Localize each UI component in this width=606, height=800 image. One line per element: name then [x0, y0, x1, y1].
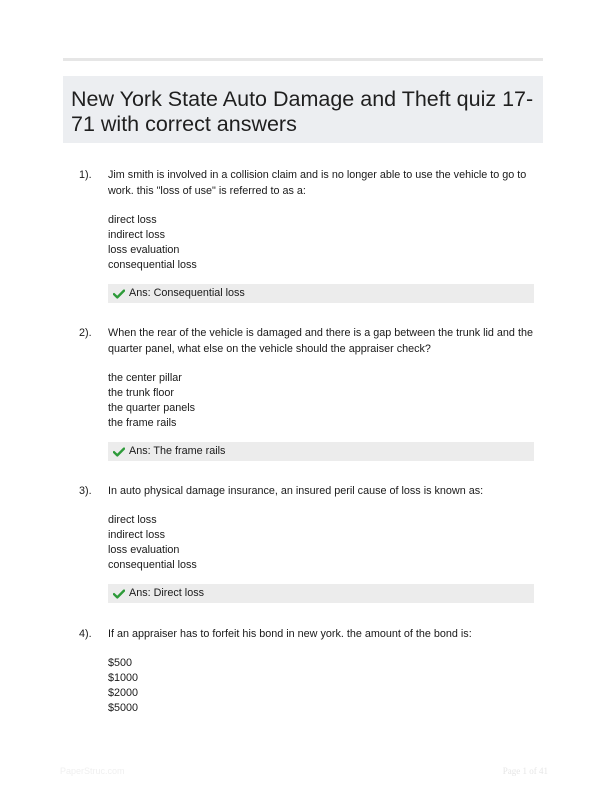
option: indirect loss: [108, 529, 166, 541]
question-number: 1).: [79, 169, 92, 181]
question-item: [79, 626, 539, 716]
check-icon: [113, 447, 125, 457]
question-number: 4).: [79, 628, 92, 640]
option-list: [108, 656, 534, 716]
option: $1000: [108, 672, 139, 684]
answer-text: Ans: Direct loss: [129, 587, 204, 599]
top-divider: [63, 58, 543, 61]
option: loss evaluation: [108, 244, 180, 256]
question-item: [79, 325, 539, 461]
option: the quarter panels: [108, 402, 196, 414]
question-item: [79, 483, 539, 603]
check-icon: [113, 589, 125, 599]
question-text: In auto physical damage insurance, an insured peril cause of loss is known as:: [108, 485, 484, 497]
question-number: 3).: [79, 485, 92, 497]
option: loss evaluation: [108, 544, 180, 556]
question-text: Jim smith is involved in a collision claim and is no longer able to use the vehicle to go to work. this "loss of use" is referred to as a:: [108, 169, 527, 197]
question-text: If an appraiser has to forfeit his bond in new york. the amount of the bond is:: [108, 628, 472, 640]
question-number: 2).: [79, 327, 92, 339]
option: the trunk floor: [108, 387, 175, 399]
option: consequential loss: [108, 559, 197, 571]
question-text: When the rear of the vehicle is damaged and there is a gap between the trunk lid and the quarter panel, what else on the vehicle should the appraiser check?: [108, 327, 533, 355]
check-icon: [113, 289, 125, 299]
option-list: [108, 371, 534, 431]
answer-box: [108, 442, 534, 461]
option: direct loss: [108, 214, 157, 226]
question-item: [79, 167, 539, 303]
option: $2000: [108, 687, 139, 699]
option: the frame rails: [108, 417, 177, 429]
option-list: [108, 213, 534, 273]
option: $500: [108, 657, 133, 669]
option: indirect loss: [108, 229, 166, 241]
option: the center pillar: [108, 372, 182, 384]
answer-text: Ans: The frame rails: [129, 445, 226, 457]
option: direct loss: [108, 514, 157, 526]
answer-box: [108, 584, 534, 603]
option-list: [108, 513, 534, 573]
answer-box: [108, 284, 534, 303]
page-title: New York State Auto Damage and Theft quiz 17-71 with correct answers: [71, 87, 534, 136]
footer-watermark: PaperStruc.com: [60, 766, 125, 776]
answer-text: Ans: Consequential loss: [129, 287, 245, 299]
option: consequential loss: [108, 259, 197, 271]
title-banner: [63, 76, 543, 143]
page-number: Page 1 of 41: [502, 766, 548, 776]
option: $5000: [108, 702, 139, 714]
